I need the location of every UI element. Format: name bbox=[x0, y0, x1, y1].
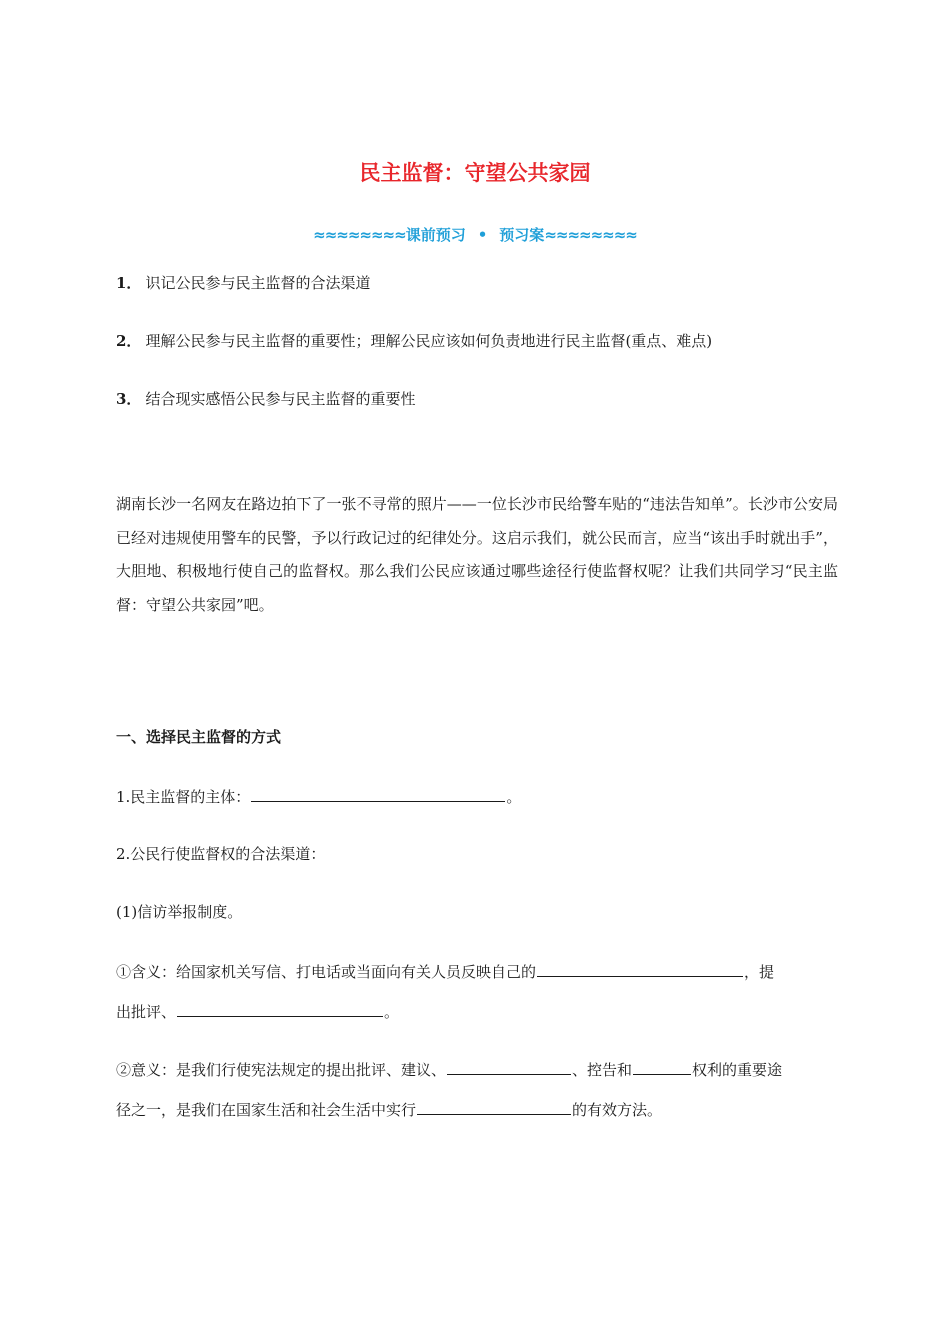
significance-text-suffix: 的有效方法。 bbox=[572, 1101, 663, 1119]
fill-blank[interactable] bbox=[447, 1058, 571, 1075]
significance-text-line2: 径之一，是我们在国家生活和社会生活中实行 bbox=[116, 1101, 417, 1119]
question-1 bbox=[116, 785, 521, 807]
banner-dot: • bbox=[477, 226, 488, 244]
goal-text: 理解公民参与民主监督的重要性；理解公民应该如何负责地进行民主监督(重点、难点) bbox=[145, 332, 713, 350]
meaning-text: ①含义：给国家机关写信、打电话或当面向有关人员反映自己的 bbox=[116, 963, 537, 981]
significance-line-1 bbox=[116, 1058, 782, 1080]
fill-blank[interactable] bbox=[537, 960, 743, 977]
wave-decoration-left: ≈≈≈≈≈≈≈≈ bbox=[313, 226, 406, 244]
goal-text: 结合现实感悟公民参与民主监督的重要性 bbox=[145, 390, 416, 408]
significance-line-2 bbox=[116, 1098, 662, 1120]
goal-item-3 bbox=[116, 388, 415, 409]
question-2-sub-1: (1)信访举报制度。 bbox=[116, 903, 243, 921]
intro-paragraph: 湖南长沙一名网友在路边拍下了一张不寻常的照片——一位长沙市民给警车贴的“违法告知单”。长沙市公安局已经对违规使用警车的民警，予以行政记过的纪律处分。这启示我们，就公民而言，应当“该出手时就出手”，大胆地、积极地行使自己的监督权。那么我们公民应该通过哪些途径行使监督权呢？让我们共同学习“民主监督：守望公共家园”吧。 bbox=[116, 495, 838, 614]
fill-blank[interactable] bbox=[417, 1098, 571, 1115]
fill-blank[interactable] bbox=[177, 1000, 383, 1017]
goal-number: 1． bbox=[116, 274, 142, 292]
goal-number: 2． bbox=[116, 332, 142, 350]
question-1-label: 1.民主监督的主体： bbox=[116, 788, 251, 806]
goal-item-1 bbox=[116, 272, 370, 293]
significance-text: ②意义：是我们行使宪法规定的提出批评、建议、 bbox=[116, 1061, 447, 1079]
wave-decoration-right: ≈≈≈≈≈≈≈≈ bbox=[544, 226, 637, 244]
section-banner bbox=[0, 224, 950, 245]
question-2: 2.公民行使监督权的合法渠道： bbox=[116, 845, 326, 863]
page-title: 民主监督：守望公共家园 bbox=[359, 161, 591, 185]
question-1-suffix: 。 bbox=[506, 788, 522, 806]
goal-item-2 bbox=[116, 330, 712, 351]
fill-blank[interactable] bbox=[633, 1058, 691, 1075]
goal-number: 3． bbox=[116, 390, 142, 408]
meaning-line-2 bbox=[116, 1000, 399, 1022]
meaning-text-mid: ，提 bbox=[744, 963, 775, 981]
fill-blank[interactable] bbox=[251, 785, 505, 802]
meaning-text-line2: 出批评、 bbox=[116, 1003, 177, 1021]
meaning-text-suffix: 。 bbox=[384, 1003, 400, 1021]
banner-label-plan: 预习案 bbox=[499, 226, 545, 244]
significance-text-mid1: 、控告和 bbox=[572, 1061, 633, 1079]
meaning-line-1 bbox=[116, 960, 774, 982]
goal-text: 识记公民参与民主监督的合法渠道 bbox=[145, 274, 371, 292]
banner-label-preview: 课前预习 bbox=[405, 226, 466, 244]
significance-text-mid2: 权利的重要途 bbox=[692, 1061, 783, 1079]
section-heading: 一、选择民主监督的方式 bbox=[116, 728, 282, 746]
